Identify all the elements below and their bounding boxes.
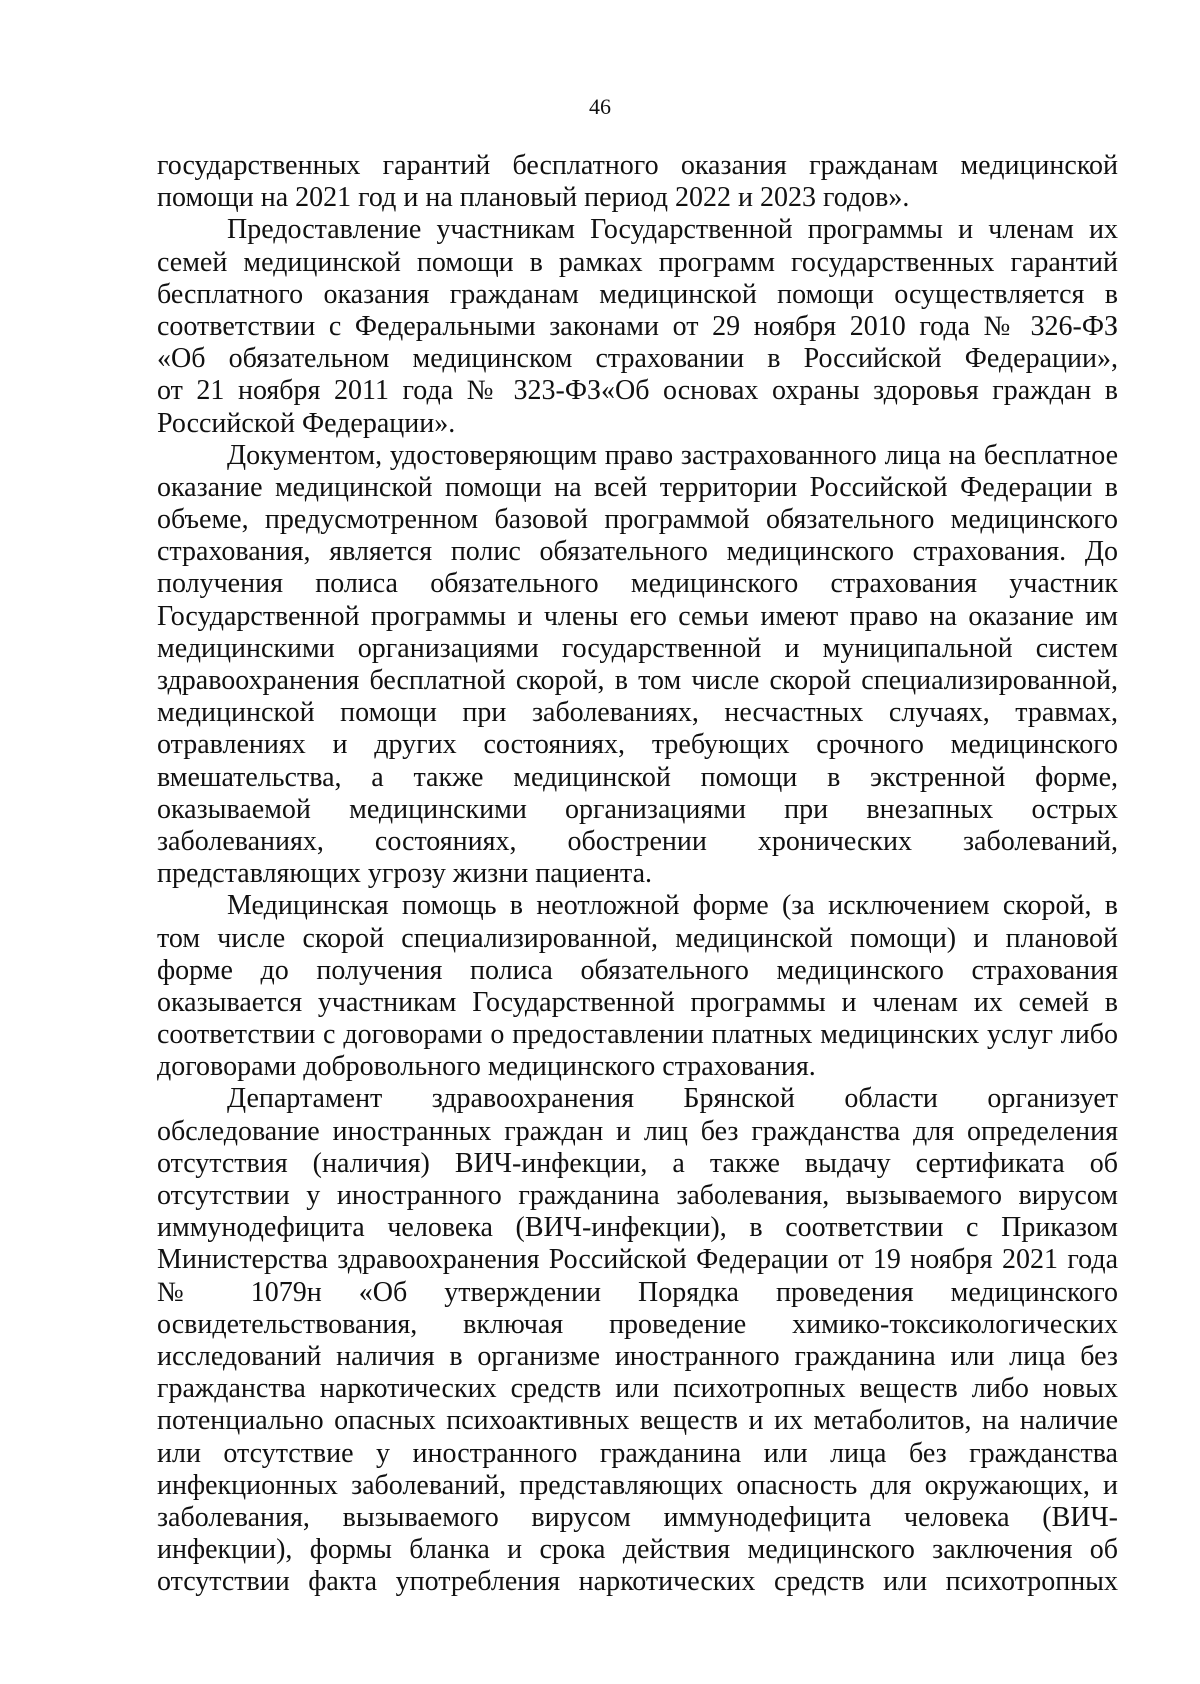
text-line: оказывается участникам Государственной программы и членам их семей в xyxy=(157,986,1118,1018)
text-line: отсутствии у иностранного гражданина заболевания, вызываемого вирусом xyxy=(157,1180,1118,1211)
text-line: бесплатного оказания гражданам медицинской помощи осуществляется в xyxy=(157,278,1118,310)
text-line: оказываемой медицинскими организациями при внезапных острых xyxy=(157,793,1118,825)
text-line: вмешательства, а также медицинской помощи в экстренной форме, xyxy=(157,761,1118,793)
text-line: соответствии с договорами о предоставлении платных медицинских услуг либо xyxy=(157,1019,1118,1051)
text-line: № 1079н «Об утверждении Порядка проведения медицинского xyxy=(157,1276,1118,1308)
text-line: отсутствии факта употребления наркотических средств или психотропных xyxy=(157,1566,1118,1598)
text-line: Государственной программы и члены его семьи имеют право на оказание им xyxy=(157,600,1118,632)
text-line: гражданства наркотических средств или психотропных веществ либо новых xyxy=(157,1373,1118,1405)
text-line: заболевания, вызываемого вирусом иммунодефицита человека (ВИЧ- xyxy=(157,1501,1118,1533)
paragraph xyxy=(157,890,1118,1083)
text-line: соответствии с Федеральными законами от 29 ноября 2010 года № 326-ФЗ xyxy=(157,310,1118,342)
text-line: Департамент здравоохранения Брянской области организует xyxy=(227,1083,1118,1115)
text-line: Российской Федерации». xyxy=(157,407,456,439)
text-line: оказание медицинской помощи на всей территории Российской Федерации в xyxy=(157,471,1118,503)
text-line: Предоставление участникам Государственной программы и членам их xyxy=(227,214,1118,246)
text-line: отравлениях и других состояниях, требующих срочного медицинского xyxy=(157,729,1118,761)
text-line: инфекционных заболеваний, представляющих опасность для окружающих, и xyxy=(157,1469,1118,1501)
paragraph xyxy=(157,214,1118,439)
text-line: помощи на 2021 год и на плановый период 2022 и 2023 годов». xyxy=(157,182,910,214)
text-line: иммунодефицита человека (ВИЧ-инфекции), в соответствии с Приказом xyxy=(157,1212,1118,1244)
text-line: освидетельствования, включая проведение химико-токсикологических xyxy=(157,1308,1118,1340)
text-line: Министерства здравоохранения Российской Федерации от 19 ноября 2021 года xyxy=(157,1244,1118,1276)
text-line: семей медицинской помощи в рамках программ государственных гарантий xyxy=(157,246,1118,278)
text-line: получения полиса обязательного медицинского страхования участник xyxy=(157,568,1118,600)
text-line: медицинской помощи при заболеваниях, несчастных случаях, травмах, xyxy=(157,697,1118,729)
text-line: инфекции), формы бланка и срока действия медицинского заключения об xyxy=(157,1534,1118,1566)
text-line: объеме, предусмотренном базовой программой обязательного медицинского xyxy=(157,504,1118,536)
text-line: договорами добровольного медицинского страхования. xyxy=(157,1051,816,1083)
text-line: Документом, удостоверяющим право застрахованного лица на бесплатное xyxy=(227,439,1118,471)
text-line: заболеваниях, состояниях, обострении хронических заболеваний, xyxy=(157,825,1118,857)
text-line: страхования, является полис обязательного медицинского страхования. До xyxy=(157,536,1118,568)
text-line: или отсутствие у иностранного гражданина или лица без гражданства xyxy=(157,1437,1118,1469)
text-line: отсутствия (наличия) ВИЧ-инфекции, а также выдачу сертификата об xyxy=(157,1147,1118,1179)
paragraph xyxy=(157,1083,1118,1598)
text-line: государственных гарантий бесплатного оказания гражданам медицинской xyxy=(157,150,1118,181)
text-line: обследование иностранных граждан и лиц без гражданства для определения xyxy=(157,1115,1118,1147)
page-number: 46 xyxy=(589,94,611,119)
text-line: от 21 ноября 2011 года № 323-ФЗ«Об основах охраны здоровья граждан в xyxy=(157,375,1118,407)
text-line: представляющих угрозу жизни пациента. xyxy=(157,858,653,890)
text-line: здравоохранения бесплатной скорой, в том числе скорой специализированной, xyxy=(157,665,1118,696)
text-line: том числе скорой специализированной, медицинской помощи) и плановой xyxy=(157,922,1118,954)
text-line: исследований наличия в организме иностранного гражданина или лица без xyxy=(157,1340,1118,1372)
document-body xyxy=(157,150,1118,1598)
text-line: медицинскими организациями государственной и муниципальной систем xyxy=(157,632,1118,664)
text-line: форме до получения полиса обязательного медицинского страхования xyxy=(157,954,1118,986)
text-line: потенциально опасных психоактивных веществ и их метаболитов, на наличие xyxy=(157,1405,1118,1437)
text-line: «Об обязательном медицинском страховании в Российской Федерации», xyxy=(157,343,1118,375)
paragraph xyxy=(157,440,1118,891)
text-line: Медицинская помощь в неотложной форме (за исключением скорой, в xyxy=(227,890,1118,922)
paragraph xyxy=(157,150,1118,214)
